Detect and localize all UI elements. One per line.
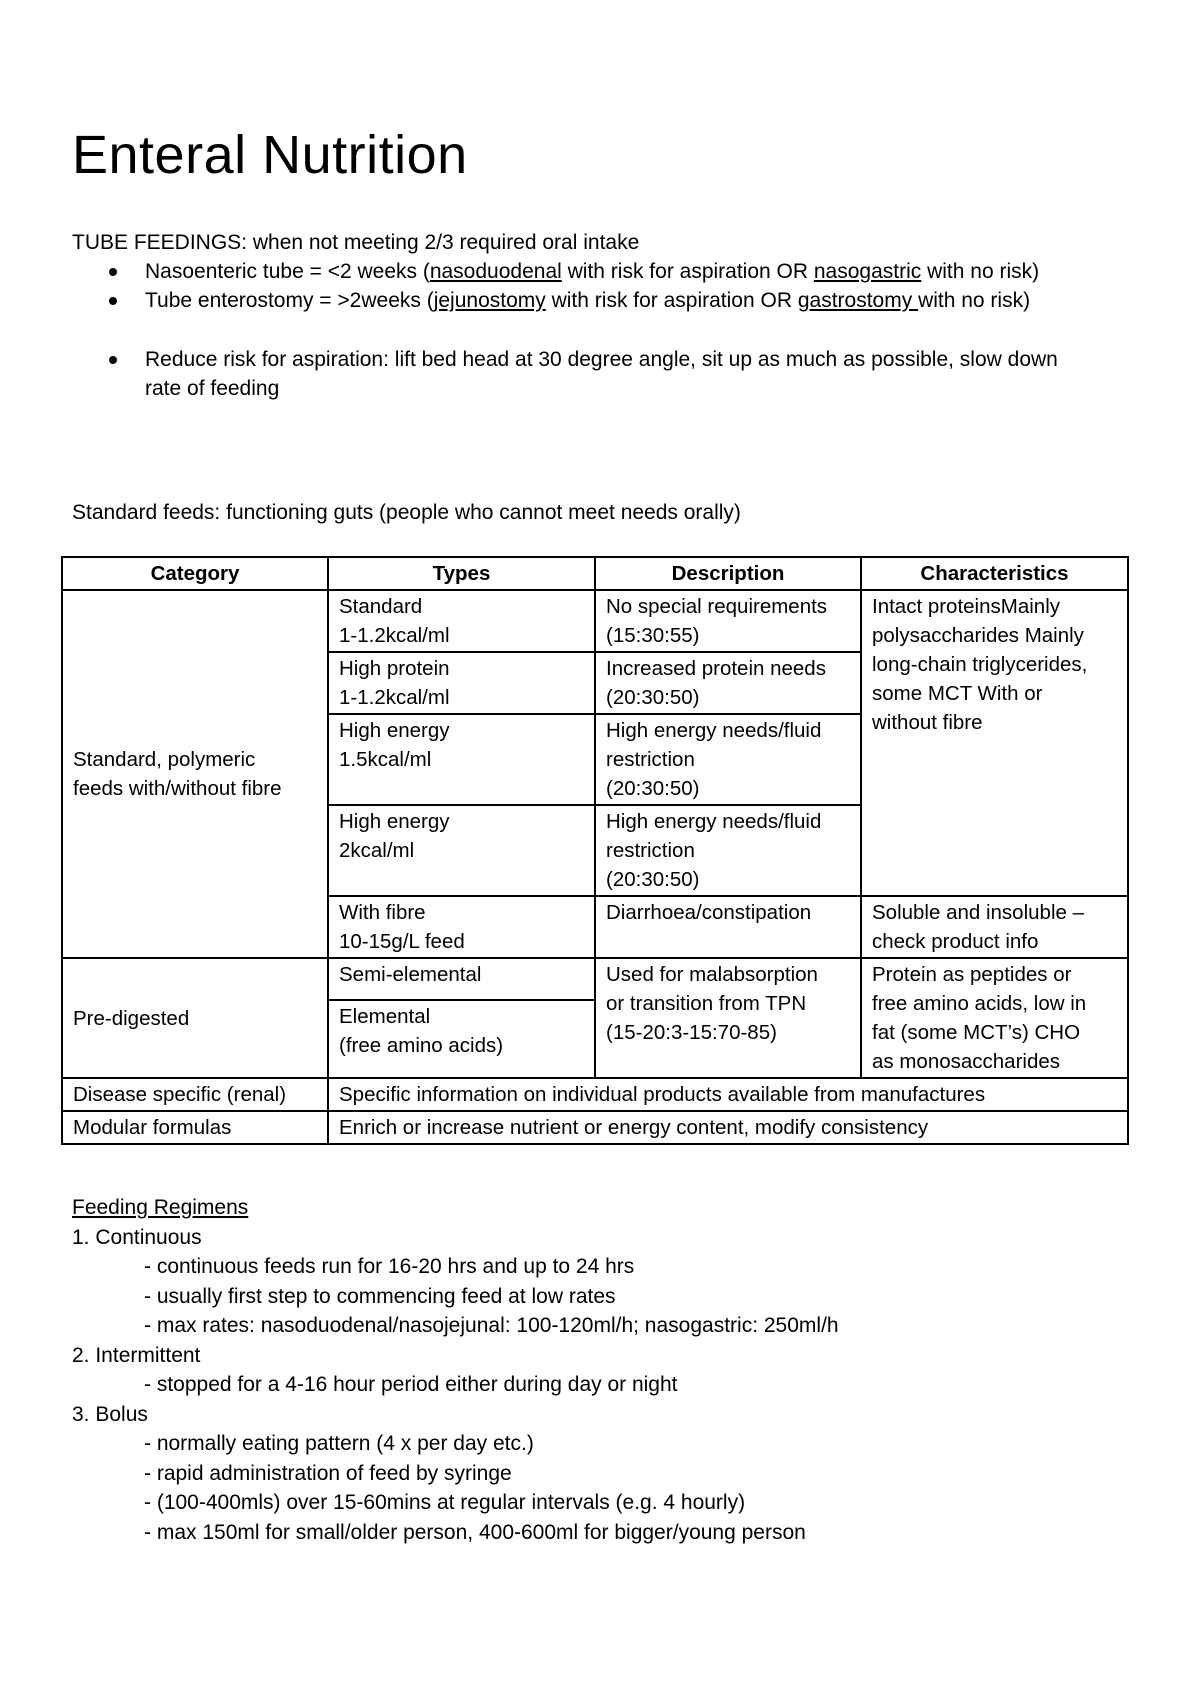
tube-feedings-list <box>72 257 1122 403</box>
table-row <box>62 1078 1128 1111</box>
regimen-point: - rapid administration of feed by syringe <box>144 1461 512 1485</box>
characteristics-cell: Protein as peptides or free amino acids, low in fat (some MCT’s) CHO as monosaccharides <box>861 958 1128 1078</box>
category-disease-specific: Disease specific (renal) <box>62 1078 328 1111</box>
characteristics-cell: Intact proteinsMainly polysaccharides Mainly long-chain triglycerides, some MCT With or without fibre <box>861 590 1128 896</box>
regimen-point: - (100-400mls) over 15-60mins at regular intervals (e.g. 4 hourly) <box>144 1491 746 1514</box>
table-row <box>62 1111 1128 1144</box>
bullet-icon <box>109 297 117 305</box>
list-item: Reduce risk for aspiration: lift bed head at 30 degree angle, sit up as much as possible, slow down rate of feeding <box>72 345 1122 403</box>
description-cell: High energy needs/fluid restriction (20:30:50) <box>595 714 861 805</box>
description-cell: Used for malabsorption or transition from TPN (15-20:3-15:70-85) <box>595 958 861 1078</box>
bullet-icon <box>109 356 117 364</box>
list-item: Tube enterostomy = >2weeks (jejunostomy with risk for aspiration OR gastrostomy with no risk) <box>72 286 1122 315</box>
type-cell: Elemental (free amino acids) <box>328 1000 595 1078</box>
type-cell: With fibre 10-15g/L feed <box>328 896 595 958</box>
disease-specific-info: Specific information on individual products available from manufactures <box>328 1078 1128 1111</box>
type-cell: Semi-elemental <box>328 958 595 1000</box>
modular-info: Enrich or increase nutrient or energy content, modify consistency <box>328 1111 1128 1144</box>
bullet-icon <box>109 268 117 276</box>
regimen-title: 1. Continuous <box>72 1225 202 1249</box>
category-modular: Modular formulas <box>62 1111 328 1144</box>
underlined-term: jejunostomy <box>433 289 546 312</box>
regimen-title: 3. Bolus <box>72 1402 148 1426</box>
regimen-point: - max 150ml for small/older person, 400-600ml for bigger/young person <box>144 1520 806 1544</box>
regimen-point: - max rates: nasoduodenal/nasojejunal: 100-120ml/h; nasogastric: 250ml/h <box>144 1314 839 1337</box>
table-header-row <box>62 557 1128 590</box>
list-item: Nasoenteric tube = <2 weeks (nasoduodenal with risk for aspiration OR nasogastric with no risk) <box>72 257 1122 286</box>
type-cell: High energy 2kcal/ml <box>328 805 595 896</box>
header-characteristics: Characteristics <box>861 557 1128 590</box>
type-cell: High energy 1.5kcal/ml <box>328 714 595 805</box>
underlined-term: gastrostomy <box>797 289 919 312</box>
tube-feedings-heading: TUBE FEEDINGS: when not meeting 2/3 required oral intake <box>72 231 640 254</box>
page-title: Enteral Nutrition <box>72 125 468 185</box>
header-types: Types <box>328 557 595 590</box>
characteristics-cell: Soluble and insoluble – check product info <box>861 896 1128 958</box>
table-row <box>62 590 1128 652</box>
table-row <box>62 958 1128 1000</box>
header-description: Description <box>595 557 861 590</box>
feeding-regimens <box>72 1193 839 1547</box>
regimen-point: - normally eating pattern (4 x per day etc.) <box>144 1432 534 1455</box>
underlined-term: nasoduodenal <box>429 260 562 283</box>
regimens-heading: Feeding Regimens <box>72 1196 249 1219</box>
regimen-title: 2. Intermittent <box>72 1343 201 1367</box>
regimen-point: - continuous feeds run for 16-20 hrs and up to 24 hrs <box>144 1255 635 1278</box>
type-cell: High protein 1-1.2kcal/ml <box>328 652 595 714</box>
regimen-point: - stopped for a 4-16 hour period either during day or night <box>144 1373 678 1396</box>
description-cell: Diarrhoea/constipation <box>595 896 861 958</box>
underlined-term: nasogastric <box>813 260 922 283</box>
category-standard-polymeric: Standard, polymeric feeds with/without fibre <box>62 590 328 958</box>
type-cell: Standard 1-1.2kcal/ml <box>328 590 595 652</box>
description-cell: Increased protein needs (20:30:50) <box>595 652 861 714</box>
regimen-point: - usually first step to commencing feed at low rates <box>144 1284 616 1308</box>
header-category: Category <box>62 557 328 590</box>
feeds-table <box>61 556 1129 1145</box>
standard-feeds-heading: Standard feeds: functioning guts (people who cannot meet needs orally) <box>72 501 741 524</box>
description-cell: No special requirements (15:30:55) <box>595 590 861 652</box>
category-pre-digested: Pre-digested <box>62 958 328 1078</box>
description-cell: High energy needs/fluid restriction (20:30:50) <box>595 805 861 896</box>
